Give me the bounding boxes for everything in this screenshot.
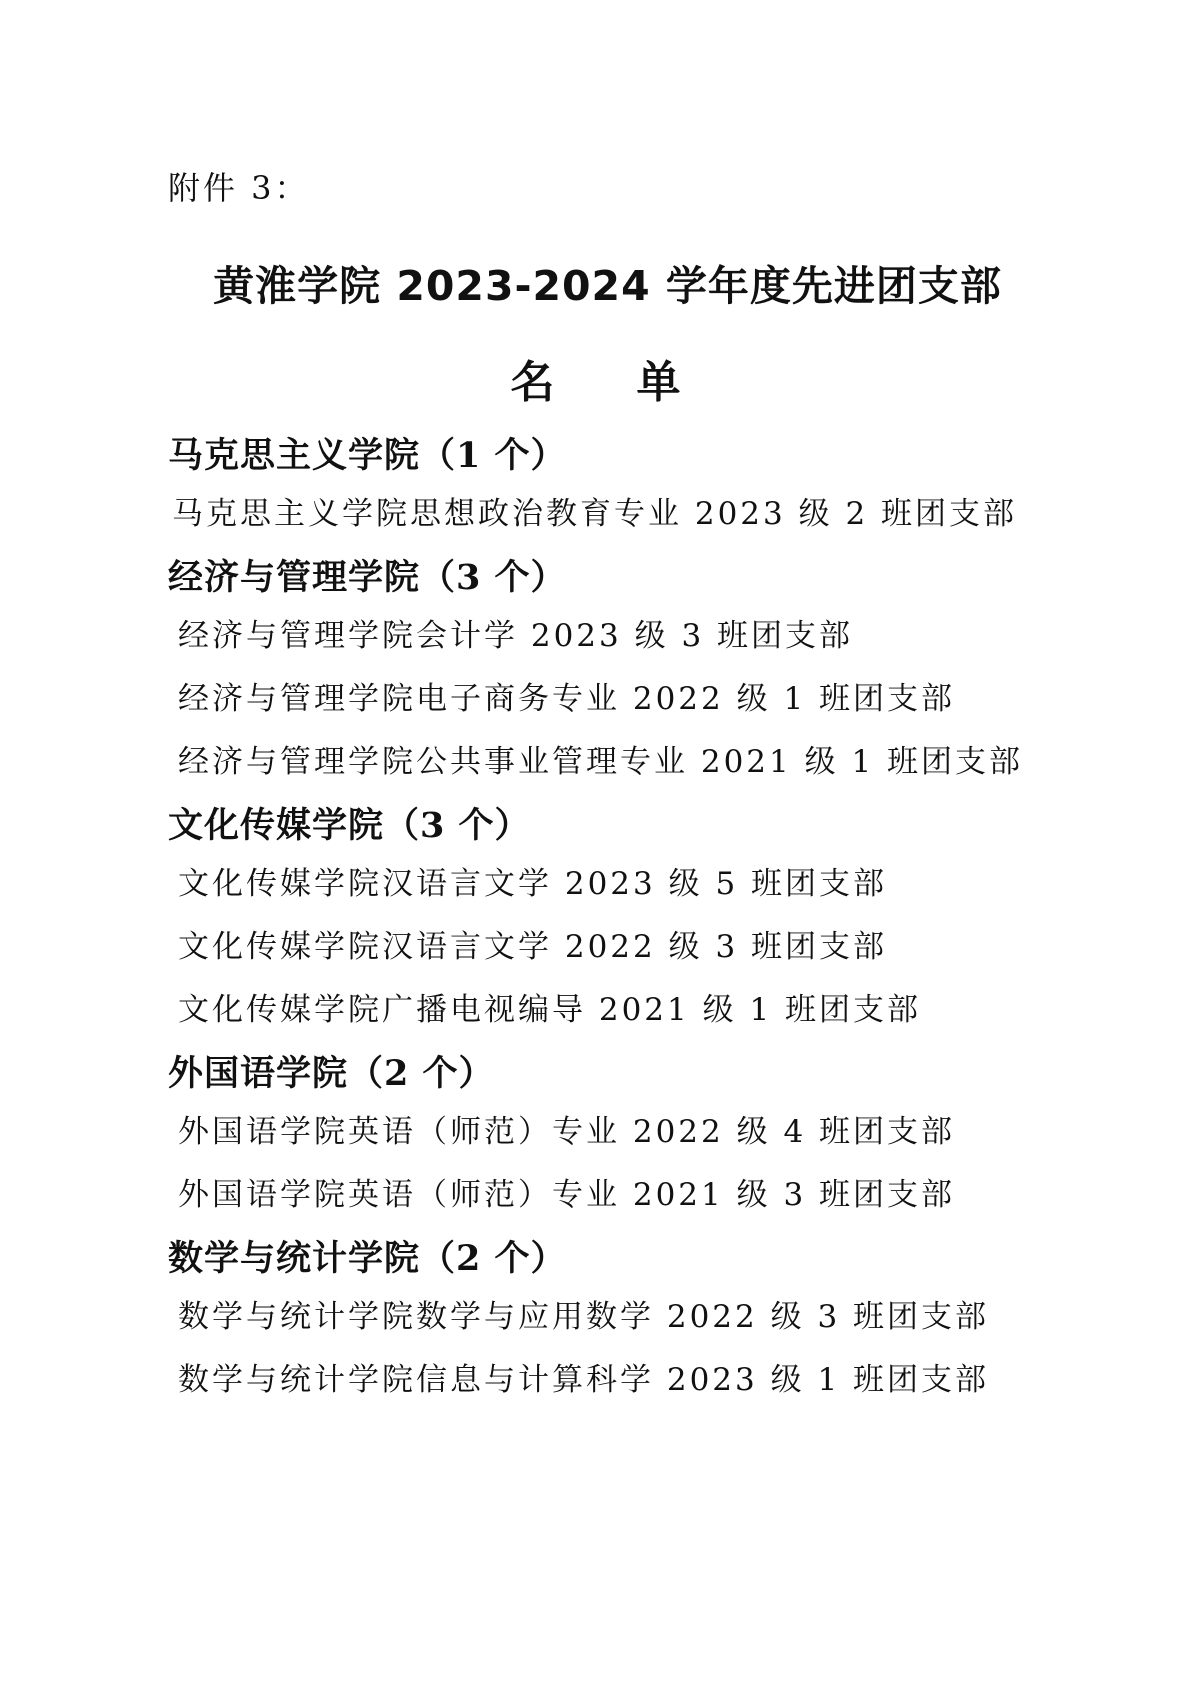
section-heading: 文化传媒学院（3 个）	[168, 805, 531, 846]
section-foreign-languages	[168, 1050, 1128, 1235]
list-item: 文化传媒学院汉语言文学 2022 级 3 班团支部	[178, 929, 888, 965]
list-item: 数学与统计学院信息与计算科学 2023 级 1 班团支部	[178, 1362, 990, 1398]
list-item: 文化传媒学院广播电视编导 2021 级 1 班团支部	[178, 992, 922, 1028]
section-heading: 经济与管理学院（3 个）	[168, 557, 567, 598]
section-heading: 数学与统计学院（2 个）	[168, 1238, 567, 1279]
section-culture-media	[168, 802, 1128, 1050]
section-mathematics-statistics	[168, 1235, 1128, 1420]
list-item: 外国语学院英语（师范）专业 2021 级 3 班团支部	[178, 1177, 956, 1213]
list-item: 经济与管理学院电子商务专业 2022 级 1 班团支部	[178, 681, 956, 717]
section-economics-management	[168, 554, 1128, 802]
list-item: 经济与管理学院公共事业管理专业 2021 级 1 班团支部	[178, 744, 1024, 780]
document-subtitle: 名单	[510, 357, 763, 408]
section-marxism	[168, 432, 1128, 554]
list-item: 马克思主义学院思想政治教育专业 2023 级 2 班团支部	[172, 496, 1018, 532]
section-heading: 外国语学院（2 个）	[168, 1053, 495, 1094]
list-item: 文化传媒学院汉语言文学 2023 级 5 班团支部	[178, 866, 888, 902]
branch-list	[168, 432, 1128, 1420]
list-item: 外国语学院英语（师范）专业 2022 级 4 班团支部	[178, 1114, 956, 1150]
document-title: 黄淮学院 2023-2024 学年度先进团支部	[213, 262, 1002, 310]
list-item: 数学与统计学院数学与应用数学 2022 级 3 班团支部	[178, 1299, 990, 1335]
list-item: 经济与管理学院会计学 2023 级 3 班团支部	[178, 618, 854, 654]
section-heading: 马克思主义学院（1 个）	[168, 435, 567, 476]
attachment-label: 附件 3：	[168, 169, 310, 207]
